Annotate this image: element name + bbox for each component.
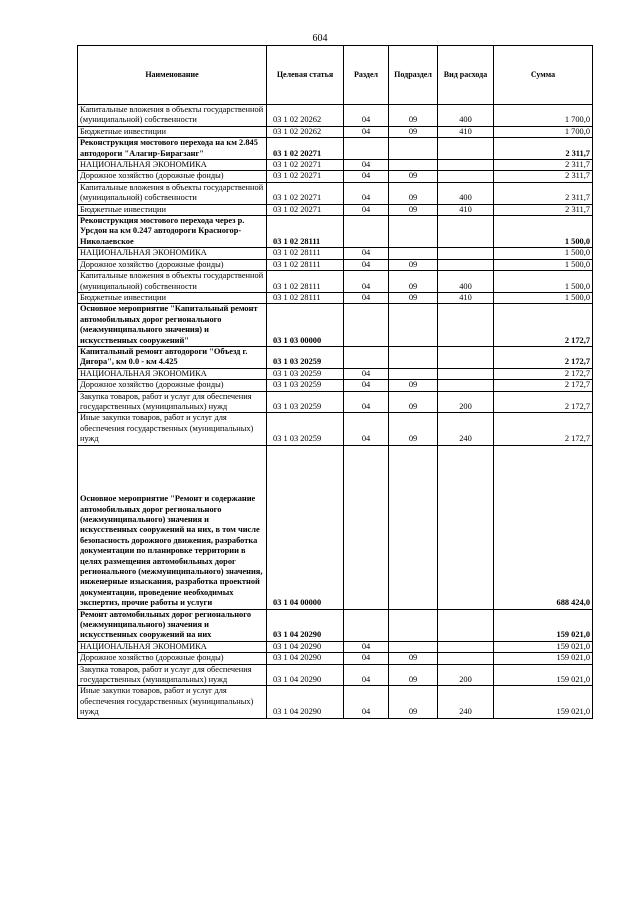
cell-expense-type: 400 <box>438 105 494 127</box>
cell-expense-type <box>438 346 494 368</box>
header-name: Наименование <box>78 46 267 105</box>
cell-expense-type <box>438 368 494 379</box>
cell-name: НАЦИОНАЛЬНАЯ ЭКОНОМИКА <box>78 160 267 171</box>
cell-subsection: 09 <box>389 171 438 182</box>
header-row <box>78 46 593 105</box>
cell-expense-type <box>438 216 494 248</box>
table-row <box>78 664 593 686</box>
cell-name: Закупка товаров, работ и услуг для обеспечения государственных (муниципальных) нужд <box>78 664 267 686</box>
cell-section: 04 <box>344 292 389 303</box>
cell-expense-type: 240 <box>438 413 494 445</box>
cell-subsection: 09 <box>389 686 438 718</box>
cell-expense-type <box>438 445 494 609</box>
cell-sum: 1 700,0 <box>494 126 593 137</box>
cell-name: Реконструкция мостового перехода на км 2.845 автодороги "Алагир-Бирагзанг" <box>78 138 267 160</box>
cell-target-article: 03 1 02 20271 <box>267 182 344 204</box>
cell-sum: 2 172,7 <box>494 346 593 368</box>
table-row <box>78 271 593 293</box>
cell-target-article: 03 1 03 00000 <box>267 304 344 347</box>
cell-section: 04 <box>344 641 389 652</box>
cell-target-article: 03 1 02 28111 <box>267 248 344 259</box>
cell-name: Бюджетные инвестиции <box>78 292 267 303</box>
cell-target-article: 03 1 04 20290 <box>267 609 344 641</box>
cell-sum: 2 311,7 <box>494 138 593 160</box>
cell-target-article: 03 1 04 20290 <box>267 686 344 718</box>
cell-expense-type <box>438 609 494 641</box>
cell-sum: 1 500,0 <box>494 259 593 270</box>
cell-subsection: 09 <box>389 204 438 215</box>
cell-name: Капитальные вложения в объекты государственной (муниципальной) собственности <box>78 105 267 127</box>
cell-name: Дорожное хозяйство (дорожные фонды) <box>78 259 267 270</box>
cell-sum: 2 172,7 <box>494 380 593 391</box>
cell-target-article: 03 1 02 28111 <box>267 259 344 270</box>
cell-target-article: 03 1 02 20271 <box>267 138 344 160</box>
cell-name: Ремонт автомобильных дорог регионального (межмуниципального) значения и искусственных сооружений на них <box>78 609 267 641</box>
cell-target-article: 03 1 02 20271 <box>267 204 344 215</box>
cell-expense-type <box>438 160 494 171</box>
cell-target-article: 03 1 02 28111 <box>267 292 344 303</box>
table-row <box>78 653 593 664</box>
table-header <box>78 46 593 105</box>
cell-name: Иные закупки товаров, работ и услуг для обеспечения государственных (муниципальных) нужд <box>78 686 267 718</box>
cell-sum: 159 021,0 <box>494 641 593 652</box>
cell-name: Бюджетные инвестиции <box>78 126 267 137</box>
cell-target-article: 03 1 02 20262 <box>267 126 344 137</box>
cell-subsection: 09 <box>389 653 438 664</box>
table-row <box>78 292 593 303</box>
cell-name: Бюджетные инвестиции <box>78 204 267 215</box>
cell-target-article: 03 1 03 20259 <box>267 368 344 379</box>
cell-sum: 2 311,7 <box>494 204 593 215</box>
cell-expense-type <box>438 380 494 391</box>
cell-name: Дорожное хозяйство (дорожные фонды) <box>78 171 267 182</box>
cell-name: Капитальные вложения в объекты государственной (муниципальной) собственности <box>78 182 267 204</box>
cell-target-article: 03 1 02 28111 <box>267 216 344 248</box>
cell-subsection: 09 <box>389 271 438 293</box>
cell-target-article: 03 1 04 20290 <box>267 653 344 664</box>
table-row <box>78 686 593 718</box>
cell-section: 04 <box>344 664 389 686</box>
cell-subsection <box>389 609 438 641</box>
cell-subsection <box>389 368 438 379</box>
table-row <box>78 160 593 171</box>
cell-sum: 159 021,0 <box>494 686 593 718</box>
cell-section: 04 <box>344 380 389 391</box>
cell-expense-type <box>438 304 494 347</box>
cell-section: 04 <box>344 126 389 137</box>
table-row <box>78 204 593 215</box>
table-row <box>78 304 593 347</box>
cell-subsection: 09 <box>389 292 438 303</box>
table-row <box>78 171 593 182</box>
table-row <box>78 248 593 259</box>
page-number: 604 <box>312 33 328 44</box>
header-expense-type: Вид расхода <box>438 46 494 105</box>
cell-subsection <box>389 138 438 160</box>
cell-expense-type <box>438 248 494 259</box>
cell-target-article: 03 1 04 00000 <box>267 445 344 609</box>
table-row <box>78 368 593 379</box>
cell-sum: 2 172,7 <box>494 368 593 379</box>
cell-section: 04 <box>344 368 389 379</box>
header-subsection: Подраздел <box>389 46 438 105</box>
cell-subsection: 09 <box>389 105 438 127</box>
table-row <box>78 413 593 445</box>
cell-expense-type: 410 <box>438 292 494 303</box>
cell-expense-type <box>438 171 494 182</box>
cell-subsection: 09 <box>389 259 438 270</box>
cell-target-article: 03 1 04 20290 <box>267 664 344 686</box>
cell-sum: 1 700,0 <box>494 105 593 127</box>
cell-section: 04 <box>344 182 389 204</box>
cell-section: 04 <box>344 259 389 270</box>
cell-target-article: 03 1 03 20259 <box>267 391 344 413</box>
cell-section: 04 <box>344 204 389 215</box>
cell-section <box>344 138 389 160</box>
cell-subsection: 09 <box>389 391 438 413</box>
cell-expense-type: 400 <box>438 271 494 293</box>
cell-sum: 2 172,7 <box>494 304 593 347</box>
cell-section: 04 <box>344 653 389 664</box>
cell-sum: 159 021,0 <box>494 609 593 641</box>
cell-name: НАЦИОНАЛЬНАЯ ЭКОНОМИКА <box>78 641 267 652</box>
cell-section: 04 <box>344 248 389 259</box>
cell-name: Иные закупки товаров, работ и услуг для обеспечения государственных (муниципальных) нужд <box>78 413 267 445</box>
cell-section: 04 <box>344 171 389 182</box>
cell-expense-type: 200 <box>438 391 494 413</box>
cell-sum: 2 311,7 <box>494 182 593 204</box>
cell-sum: 1 500,0 <box>494 271 593 293</box>
cell-subsection <box>389 160 438 171</box>
table-body <box>78 105 593 719</box>
cell-section <box>344 346 389 368</box>
cell-target-article: 03 1 03 20259 <box>267 380 344 391</box>
cell-expense-type <box>438 653 494 664</box>
cell-target-article: 03 1 02 20271 <box>267 171 344 182</box>
cell-section: 04 <box>344 391 389 413</box>
cell-name: Капитальный ремонт автодороги "Объезд г. Дигора", км 0.0 - км 4.425 <box>78 346 267 368</box>
table-row <box>78 126 593 137</box>
cell-target-article: 03 1 02 28111 <box>267 271 344 293</box>
table-row <box>78 259 593 270</box>
cell-subsection <box>389 216 438 248</box>
cell-subsection <box>389 641 438 652</box>
cell-subsection <box>389 304 438 347</box>
cell-section <box>344 445 389 609</box>
table-row <box>78 391 593 413</box>
cell-section <box>344 216 389 248</box>
cell-target-article: 03 1 04 20290 <box>267 641 344 652</box>
table-row <box>78 216 593 248</box>
cell-sum: 1 500,0 <box>494 248 593 259</box>
table-row <box>78 346 593 368</box>
cell-expense-type: 240 <box>438 686 494 718</box>
cell-sum: 1 500,0 <box>494 292 593 303</box>
cell-sum: 688 424,0 <box>494 445 593 609</box>
cell-name: НАЦИОНАЛЬНАЯ ЭКОНОМИКА <box>78 368 267 379</box>
cell-expense-type: 410 <box>438 204 494 215</box>
table-row <box>78 105 593 127</box>
cell-expense-type: 410 <box>438 126 494 137</box>
cell-sum: 2 311,7 <box>494 160 593 171</box>
cell-subsection: 09 <box>389 380 438 391</box>
cell-name: Капитальные вложения в объекты государственной (муниципальной) собственности <box>78 271 267 293</box>
cell-expense-type <box>438 641 494 652</box>
cell-subsection <box>389 445 438 609</box>
header-section: Раздел <box>344 46 389 105</box>
cell-subsection: 09 <box>389 413 438 445</box>
cell-name: Закупка товаров, работ и услуг для обеспечения государственных (муниципальных) нужд <box>78 391 267 413</box>
cell-expense-type: 400 <box>438 182 494 204</box>
budget-table <box>77 45 593 719</box>
cell-name: Дорожное хозяйство (дорожные фонды) <box>78 653 267 664</box>
cell-sum: 2 311,7 <box>494 171 593 182</box>
cell-subsection <box>389 248 438 259</box>
cell-expense-type: 200 <box>438 664 494 686</box>
cell-section: 04 <box>344 271 389 293</box>
table-row <box>78 380 593 391</box>
cell-expense-type <box>438 138 494 160</box>
cell-section: 04 <box>344 413 389 445</box>
cell-name: Основное мероприятие "Капитальный ремонт автомобильных дорог регионального (межмуниципального значения) и искусственных сооружений" <box>78 304 267 347</box>
cell-section: 04 <box>344 105 389 127</box>
cell-subsection <box>389 346 438 368</box>
cell-name: Реконструкция мостового перехода через р. Урсдон на км 0.247 автодороги Красногор-Николаевское <box>78 216 267 248</box>
cell-expense-type <box>438 259 494 270</box>
cell-sum: 2 172,7 <box>494 391 593 413</box>
cell-section <box>344 304 389 347</box>
cell-sum: 1 500,0 <box>494 216 593 248</box>
cell-name: НАЦИОНАЛЬНАЯ ЭКОНОМИКА <box>78 248 267 259</box>
cell-section: 04 <box>344 686 389 718</box>
cell-target-article: 03 1 03 20259 <box>267 346 344 368</box>
cell-sum: 159 021,0 <box>494 664 593 686</box>
cell-subsection: 09 <box>389 664 438 686</box>
cell-sum: 159 021,0 <box>494 653 593 664</box>
cell-sum: 2 172,7 <box>494 413 593 445</box>
cell-subsection: 09 <box>389 182 438 204</box>
table-row <box>78 182 593 204</box>
table-row <box>78 641 593 652</box>
cell-subsection: 09 <box>389 126 438 137</box>
cell-name: Основное мероприятие "Ремонт и содержание автомобильных дорог регионального (межмуниципального) значения и искусственных сооружений на них, в том числе безопасность дорожного движения, разработка документации по планировке территории в целях размещения автомобильных дорог регионального (межмуниципального) значения, инженерные изыскания, разработка проектной документации, проведение необходимых экспертиз, прочие работы и услуги <box>78 445 267 609</box>
cell-target-article: 03 1 02 20271 <box>267 160 344 171</box>
cell-target-article: 03 1 02 20262 <box>267 105 344 127</box>
cell-name: Дорожное хозяйство (дорожные фонды) <box>78 380 267 391</box>
table-row <box>78 138 593 160</box>
cell-section <box>344 609 389 641</box>
cell-target-article: 03 1 03 20259 <box>267 413 344 445</box>
table-row <box>78 609 593 641</box>
cell-section: 04 <box>344 160 389 171</box>
header-target-article: Целевая статья <box>267 46 344 105</box>
table-row <box>78 445 593 609</box>
header-sum: Сумма <box>494 46 593 105</box>
